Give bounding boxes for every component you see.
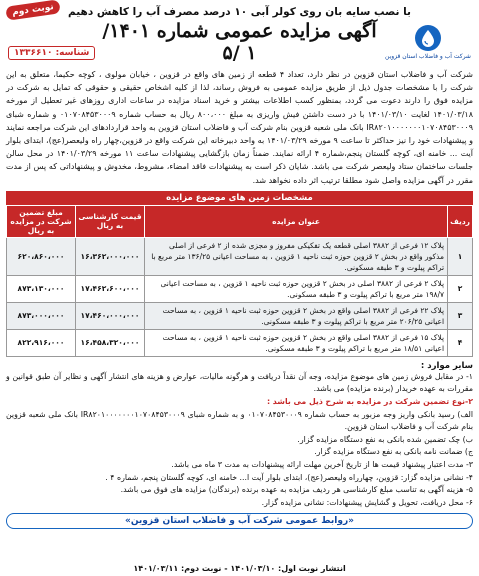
top-banner: با نصب سایه بان روی کولر آبی ۱۰ درصد مصرف آب را کاهش دهیم bbox=[68, 6, 411, 18]
term-item: ۴- نشانی مزایده گزار: قزوین، چهارراه ولیعصر(عج)، ابتدای بلوار آیت ا... خامنه ای، کوچه گلستان پنجم، شماره ۴ . bbox=[105, 472, 473, 482]
row-price: ۱۷،۴۶۰،۰۰۰،۰۰۰ bbox=[76, 302, 145, 329]
term-item: ۶- محل دریافت، تحویل و گشایش پیشنهادات: نشانی مزایده گزار. bbox=[261, 497, 473, 507]
reference-number: شناسه: ۱۳۳۶۶۱۰ bbox=[8, 46, 95, 60]
term-item: ب) چک تضمین شده بانکی به نفع دستگاه مزایده گزار. bbox=[297, 434, 473, 444]
table-header-row bbox=[7, 205, 473, 237]
table-row bbox=[7, 275, 473, 302]
water-drop-icon bbox=[415, 25, 441, 51]
table-row bbox=[7, 237, 473, 275]
term-item: ۵- هزینه آگهی به تناسب مبلغ کارشناسی هر ردیف مزایده به عهده برنده (برندگان) مزایده های فوق می باشد. bbox=[120, 485, 473, 495]
intro-text: شرکت آب و فاضلاب استان قزوین در نظر دارد، تعداد ۴ قطعه از زمین های واقع در قزوین ، خیابان مولوی ، کوچه حکیما، متعلق به این شرکت را با مشخصات جدول ذیل از طریق مزایده عمومی به فروش رساند، لذا از کلیه اشخاص حقیقی و حقوقی که تمایل به شرکت در مزایده فوق را دارند دعوت می گردد، بمنظور کسب اطلاعات بیشتر و خرید اسناد مزایده در ساعات اداری روزهای غیر تعطیل از مورخه ۱۴۰۱/۰۳/۱۸ لغایت ۱۴۰۱/۰۳/۱۰ با در دست داشتن فیش واریزی به مبلغ ۸۰۰،۰۰۰ ریال به حساب شماره ۰۱۰۷۰۸۴۵۳۰۰۰۹ و شماره شبای IR۸۲۰۱۰۰۰۰۰۰۰۱۰۷۰۸۴۵۳۰۰۰۹ بانک ملی شعبه قزوین بنام شرکت آب و فاضلاب استان قزوین به واحد قراردادهای این شرکت مراجعه نمایند و پیشنهادات خود را نیز حداکثر تا ساعت ۹ مورخه ۱۴۰۱/۰۳/۲۹ به واحد دبیرخانه این شرکت واقع در قزوین،چهار راه ولیعصر(عج)، ابتدای بلوار آیت ... خامنه ای، کوچه گلستان پنجم،شماره ۴ ارائه نمایند. ضمناً زمان بازگشایی پیشنهادات ساعت ۱۱ مورخه ۱۴۰۱/۰۳/۲۹ در محل سالن جلسات ساختمان ستاد ولیعصر شرکت می باشد. شایان ذکر است به پیشنهادات فاقد امضاء، مشروط، مخدوش و پیشنهاداتی که پس از مدت مقرر در آگهی مزایده واصل شود مطلقا ترتیب اثر داده نخواهد شد. bbox=[6, 70, 474, 185]
header-price: قیمت کارشناسی به ریال bbox=[76, 205, 145, 237]
row-deposit: ۸۷۳،۰۰۰،۰۰۰ bbox=[7, 302, 76, 329]
row-description: پلاک ۱۵ فرعی از ۳۸۸۲ اصلی واقع در بخش ۲ قزوین حوزه ثبت ناحیه ۱ قزوین ، به مساحت اعیانی ۱۸/۵۱ متر مربع با تراکم پیلوت و ۳ طبقه مسکونی. bbox=[145, 329, 448, 356]
lots-table bbox=[6, 205, 473, 357]
term-item: ۳- مدت اعتبار پیشنهاد قیمت ها از تاریخ آخرین مهلت ارائه پیشنهادات به مدت ۳ ماه می باشد. bbox=[171, 459, 473, 469]
row-index: ۴ bbox=[448, 329, 473, 356]
page-title: آگهی مزایده عمومی شماره ۱۴۰۱/ ۱ /۵ bbox=[102, 20, 377, 64]
row-index: ۲ bbox=[448, 275, 473, 302]
row-description: پلاک ۲ فرعی از ۳۸۸۲ اصلی در بخش ۲ قزوین حوزه ثبت ناحیه ۱ قزوین ، به مساحت اعیانی ۱۹۸/۷ متر مربع با تراکم پیلوت و ۳ طبقه مسکونی. bbox=[145, 275, 448, 302]
header-title: عنوان مزایده bbox=[145, 205, 448, 237]
table-caption: مشخصات زمین های موضوع مزایده bbox=[6, 191, 473, 205]
row-price: ۱۶،۳۶۲،۰۰۰،۰۰۰ bbox=[76, 237, 145, 275]
publication-dates: انتشار نوبت اول: ۱۴۰۱/۰۳/۱۰ - نوبت دوم: ۱۴۰۱/۰۳/۱۱ bbox=[133, 564, 346, 573]
other-terms-title: سایر موارد : bbox=[420, 360, 473, 371]
edition-badge: نوبت دوم bbox=[5, 0, 60, 21]
row-price: ۱۷،۴۶۲،۶۰۰،۰۰۰ bbox=[76, 275, 145, 302]
row-deposit: ۸۷۳،۱۳۰،۰۰۰ bbox=[7, 275, 76, 302]
table-row bbox=[7, 329, 473, 356]
row-deposit: ۶۲۰،۸۶۰،۰۰۰ bbox=[7, 237, 76, 275]
row-price: ۱۶،۴۵۸،۳۲۰،۰۰۰ bbox=[76, 329, 145, 356]
header-deposit: مبلغ تضمین شرکت در مزایده به ریال bbox=[7, 205, 76, 237]
logo-caption: شرکت آب و فاضلاب استان قزوین bbox=[385, 52, 471, 60]
header-index: ردیف bbox=[448, 205, 473, 237]
row-description: پلاک ۲۲ فرعی از ۳۸۸۲ اصلی واقع در بخش ۲ قزوین حوزه ثبت ناحیه ۱ قزوین ، به مساحت اعیانی ۲۰۶/۲۵ متر مربع با تراکم پیلوت و ۳ طبقه مسکونی. bbox=[145, 302, 448, 329]
table-row bbox=[7, 302, 473, 329]
term-item: ۱- در مقابل فروش زمین های موضوع مزایده، وجه آن نقداً دریافت و هرگونه مالیات، عوارض و هزینه های انتشار آگهی و نظایر آن طبق قوانین و مقررات به عهده خریدار (برنده مزایده) می باشد. bbox=[6, 371, 473, 394]
row-description: پلاک ۱۲ فرعی از ۳۸۸۲ اصلی قطعه یک تفکیکی مفروز و مجزی شده از ۲ فرعی از اصلی مذکور واقع در بخش ۲ قزوین حوزه ثبت ناحیه ۱ قزوین ، به مساحت اعیانی ۱۳۶/۲۵ متر مربع با تراکم پیلوت و ۳ طبقه مسکونی. bbox=[145, 237, 448, 275]
row-index: ۳ bbox=[448, 302, 473, 329]
logo bbox=[383, 25, 473, 60]
term-item: ج) ضمانت نامه بانکی به نفع دستگاه مزایده گزار. bbox=[314, 447, 473, 457]
row-index: ۱ bbox=[448, 237, 473, 275]
row-deposit: ۸۲۲،۹۱۶،۰۰۰ bbox=[7, 329, 76, 356]
term-item: الف) رسید بانکی واریز وجه مزبور به حساب شماره ۰۱۰۷۰۸۴۵۳۰۰۰۹ و به شماره شبای IR۸۲۰۱۰۰۰۰۰۰۰۱۰۷۰۸۴۵۳۰۰۰۹ بانک ملی شعبه قزوین بنام شرکت آب و فاضلاب استان قزوین. bbox=[6, 409, 473, 432]
public-relations-banner: «روابط عمومی شرکت آب و فاضلاب استان قزوین» bbox=[6, 513, 473, 529]
term-item: ۲-نوع تضمین شرکت در مزایده به شرح ذیل می باشد : bbox=[266, 397, 473, 407]
